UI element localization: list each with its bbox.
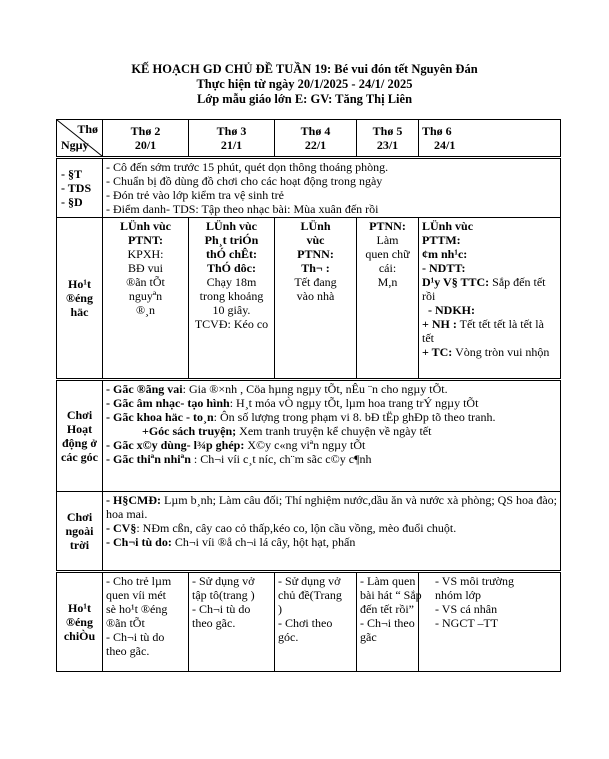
- corners-content: - Gãc ®ãng vai: Gia ®×nh , Cöa hµng ngµy tÕt, nÊu ¨n cho ngµy tÕt. - Gãc âm nhạc- tạo hình: H¸t móa vÒ ngµy tÕt, lµm hoa trang trÝ ngµy tÕt - Gãc khoa häc - to¸n: Ôn số lượng trong phạm vi 8. bĐ tËp ghÐp tõ theo tranh. +Góc sách truyện; Xem tranh truyện kể chuyện về ngày tết - Gãc x©y dùng- l¾p ghép: X©y c«ng viªn ngµy tÕt - Gãc thiªn nhiªn : Ch¬i víi c¸t níc, ch¨m sãc c©y c¶nh: [103, 380, 561, 492]
- outdoor-content: - H§CMĐ: Lµm b¸nh; Làm câu đối; Thí nghiệm nước,dầu ăn và nước xà phòng; QS hoa đào; hoa mai. - CV§: NÐm cßn, cây cao cỏ thấp,kéo co, lộn cầu vồng, mèo đuổi chuột. - Ch¬i tù do: Ch¬i víi ®å ch¬i lá cây, hột hạt, phấn: [103, 492, 561, 572]
- day-header-thu: Thø 5 23/1: [357, 120, 419, 158]
- afternoon-fri: - VS môi trường nhóm lớp - VS cá nhân - NGCT –TT: [419, 572, 561, 672]
- afternoon-wed: - Sử dụng vở chủ đề(Trang ) - Chơi theo góc.: [275, 572, 357, 672]
- row-label-welcome: - §T - TDS - §D: [57, 158, 103, 218]
- table-header-row: [57, 120, 561, 158]
- day-header-fri: Thø 6 24/1: [419, 120, 561, 158]
- corner-cell: [57, 120, 103, 158]
- row-welcome: [57, 158, 561, 218]
- corner-weekday-label: Thø: [77, 122, 98, 136]
- learning-thu: PTNN: Làm quen chữ cái: M,n: [357, 218, 419, 380]
- plan-title: KẾ HOẠCH GD CHỦ ĐỀ TUẦN 19: Bé vui đón tết Nguyên Đán: [131, 62, 478, 76]
- day-header-wed: Thø 4 22/1: [275, 120, 357, 158]
- learning-wed: LÜnh vùc PTNN: Th¬ : Tết đang vào nhà: [275, 218, 357, 380]
- row-label-outdoor: Chơi ngoài trời: [57, 492, 103, 572]
- plan-class-teacher: Lớp mẫu giáo lớn E: GV: Tăng Thị Liên: [196, 92, 413, 106]
- row-label-corners: Chơi Hoạt động ở các góc: [57, 380, 103, 492]
- corner-date-label: Ngµy: [61, 138, 89, 152]
- row-label-afternoon: Ho¹t ®éng chiÒu: [57, 572, 103, 672]
- learning-tue: LÜnh vùc Ph¸t triÓn thÓ chÊt: ThÓ dôc: Chạy 18m trong khoảng 10 giây. TCVĐ: Kéo co: [189, 218, 275, 380]
- afternoon-thu: - Làm quen bài hát “ Sắp đến tết rồi” - Ch¬i theo gãc: [357, 572, 419, 672]
- row-afternoon: [57, 572, 561, 672]
- day-header-mon: Thø 2 20/1: [103, 120, 189, 158]
- row-outdoor: [57, 492, 561, 572]
- learning-mon: LÜnh vùc PTNT: KPXH: BĐ vui ®ãn tÕt nguyªn ®¸n: [103, 218, 189, 380]
- welcome-content: - Cô đến sớm trước 15 phút, quét dọn thông thoáng phòng. - Chuẩn bị đồ dùng đồ chơi cho các hoạt động trong ngày - Đón trẻ vào lớp kiểm tra vệ sinh trẻ - Điểm danh- TDS: Tập theo nhạc bài: Mùa xuân đến rồi: [103, 158, 561, 218]
- row-learning: [57, 218, 561, 380]
- weekly-plan-table: [56, 119, 561, 672]
- learning-fri: LÜnh vùc PTTM: ¢m nh¹c: - NDTT: D¹y V§ TTC: Sắp đến tết rồi - NDKH: + NH : Tết tết tết là tết là tết + TC: Vòng tròn vui nhộn: [419, 218, 561, 380]
- afternoon-tue: - Sử dụng vở tập tô(trang ) - Ch¬i tù do theo gãc.: [189, 572, 275, 672]
- plan-dates: Thực hiện từ ngày 20/1/2025 - 24/1/ 2025: [196, 77, 413, 91]
- afternoon-mon: - Cho trẻ lµm quen víi mét sè ho¹t ®éng ®ãn tÕt - Ch¬i tù do theo gãc.: [103, 572, 189, 672]
- row-corners: [57, 380, 561, 492]
- row-label-learning: Ho¹t ®éng häc: [57, 218, 103, 380]
- day-header-tue: Thø 3 21/1: [189, 120, 275, 158]
